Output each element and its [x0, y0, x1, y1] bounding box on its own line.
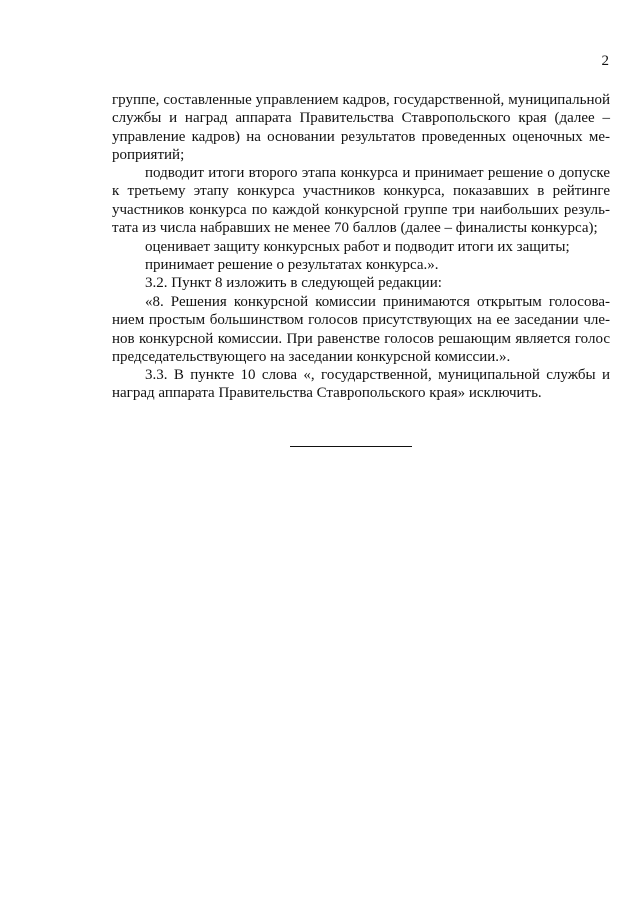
text-line: подводит итоги второго этапа конкурса и принимает решение о допуске — [145, 165, 610, 181]
text-line: 3.3. В пункте 10 слова «, государственной, муниципальной службы и — [145, 367, 610, 383]
text-line: службы и наград аппарата Правительства Ставропольского края (далее – — [112, 110, 610, 127]
text-line: к третьему этапу конкурса участников конкурса, показавших в рейтинге — [112, 183, 610, 200]
paragraph-4 — [112, 256, 610, 274]
text-line: наград аппарата Правительства Ставропольского края» исключить. — [112, 385, 542, 402]
paragraph-3 — [112, 238, 610, 256]
text-line: управление кадров) на основании результатов проведенных оценочных ме- — [112, 128, 610, 145]
page-number: 2 — [601, 53, 609, 69]
paragraph-5 — [112, 274, 610, 292]
text-line: принимает решение о результатах конкурса.». — [145, 257, 439, 273]
text-line: «8. Решения конкурсной комиссии принимаются открытым голосова- — [145, 294, 610, 310]
text-line: председательствующего на заседании конкурсной комиссии.». — [112, 349, 511, 366]
text-line: тата из числа набравших не менее 70 баллов (далее – финалисты конкурса); — [112, 220, 598, 237]
text-line: участников конкурса по каждой конкурсной группе три наибольших резуль- — [112, 201, 610, 218]
text-line: группе, составленные управлением кадров, государственной, муниципальной — [112, 92, 610, 108]
text-line: нов конкурсной комиссии. При равенстве голосов решающим является голос — [112, 330, 610, 347]
paragraph-2 — [112, 164, 610, 238]
paragraph-6 — [112, 293, 610, 367]
text-line: нием простым большинством голосов присутствующих на ее заседании чле- — [112, 312, 610, 329]
paragraph-1 — [112, 91, 610, 165]
text-line: 3.2. Пункт 8 изложить в следующей редакции: — [145, 275, 442, 291]
paragraph-7 — [112, 366, 610, 403]
text-line: оценивает защиту конкурсных работ и подводит итоги их защиты; — [145, 239, 570, 255]
text-line: роприятий; — [112, 147, 185, 164]
closing-separator-line — [290, 446, 412, 447]
